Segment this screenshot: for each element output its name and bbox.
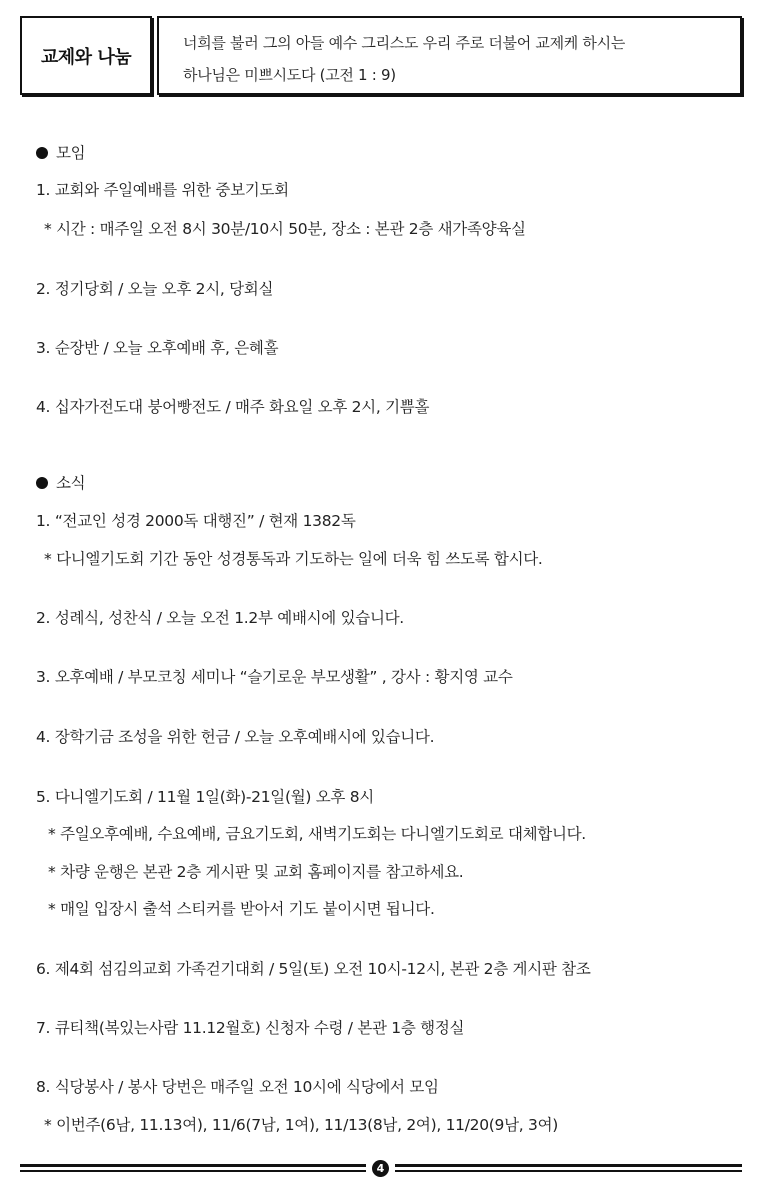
- news-note: * 매일 입장시 출석 스티커를 받아서 기도 붙이시면 됩니다.: [48, 900, 435, 918]
- news-note: * 이번주(6남, 11.13여), 11/6(7남, 1여), 11/13(8남, 2여), 11/20(9남, 3여): [44, 1116, 558, 1134]
- gathering-note: * 시간 : 매주일 오전 8시 30분/10시 50분, 장소 : 본관 2층 새가족양육실: [44, 220, 526, 238]
- news-item: 8. 식당봉사 / 봉사 당번은 매주일 오전 10시에 식당에서 모임: [36, 1078, 439, 1096]
- scripture-verse-line-1: 너희를 불러 그의 아들 예수 그리스도 우리 주로 더불어 교제케 하시는: [183, 34, 626, 52]
- news-item: 1. “전교인 성경 2000독 대행진” / 현재 1382독: [36, 512, 356, 530]
- page-footer: [20, 1160, 742, 1180]
- gathering-item: 3. 순장반 / 오늘 오후예배 후, 은혜홀: [36, 339, 279, 357]
- news-item: 5. 다니엘기도회 / 11월 1일(화)-21일(월) 오후 8시: [36, 788, 374, 806]
- footer-rule-left: [20, 1164, 366, 1167]
- news-item: 7. 큐티책(복있는사람 11.12월호) 신청자 수령 / 본관 1층 행정실: [36, 1019, 465, 1037]
- news-note: * 다니엘기도회 기간 동안 성경통독과 기도하는 일에 더욱 힘 쓰도록 합시다.: [44, 550, 543, 568]
- bullet-icon: [36, 477, 48, 489]
- news-heading-label: 소식: [56, 474, 86, 492]
- page-number-badge: 4: [372, 1160, 389, 1177]
- gathering-item: 4. 십자가전도대 붕어빵전도 / 매주 화요일 오후 2시, 기쁨홀: [36, 398, 430, 416]
- scripture-verse-line-2: 하나님은 미쁘시도다 (고전 1 : 9): [183, 66, 396, 84]
- news-note: * 주일오후예배, 수요예배, 금요기도회, 새벽기도회는 다니엘기도회로 대체합니다.: [48, 825, 586, 843]
- section-title: 교제와 나눔: [40, 46, 132, 68]
- news-note: * 차량 운행은 본관 2층 게시판 및 교회 홈페이지를 참고하세요.: [48, 863, 464, 881]
- news-item: 4. 장학기금 조성을 위한 헌금 / 오늘 오후예배시에 있습니다.: [36, 728, 435, 746]
- scripture-verse-box: [157, 16, 742, 95]
- gathering-item: 2. 정기당회 / 오늘 오후 2시, 당회실: [36, 280, 274, 298]
- footer-rule-left-thin: [20, 1170, 366, 1172]
- gathering-item: 1. 교회와 주일예배를 위한 중보기도회: [36, 181, 289, 199]
- section-title-box: [20, 16, 152, 95]
- news-item: 6. 제4회 섬김의교회 가족걷기대회 / 5일(토) 오전 10시-12시, 본관 2층 게시판 참조: [36, 960, 591, 978]
- bullet-icon: [36, 147, 48, 159]
- footer-rule-right: [395, 1164, 742, 1167]
- news-heading: [36, 472, 85, 494]
- news-item: 3. 오후예배 / 부모코칭 세미나 “슬기로운 부모생활” , 강사 : 황지영 교수: [36, 668, 513, 686]
- gatherings-heading-label: 모임: [56, 144, 86, 162]
- page-header: [20, 16, 742, 98]
- footer-rule-right-thin: [395, 1170, 742, 1172]
- news-item: 2. 성례식, 성찬식 / 오늘 오전 1.2부 예배시에 있습니다.: [36, 609, 404, 627]
- gatherings-heading: [36, 142, 85, 164]
